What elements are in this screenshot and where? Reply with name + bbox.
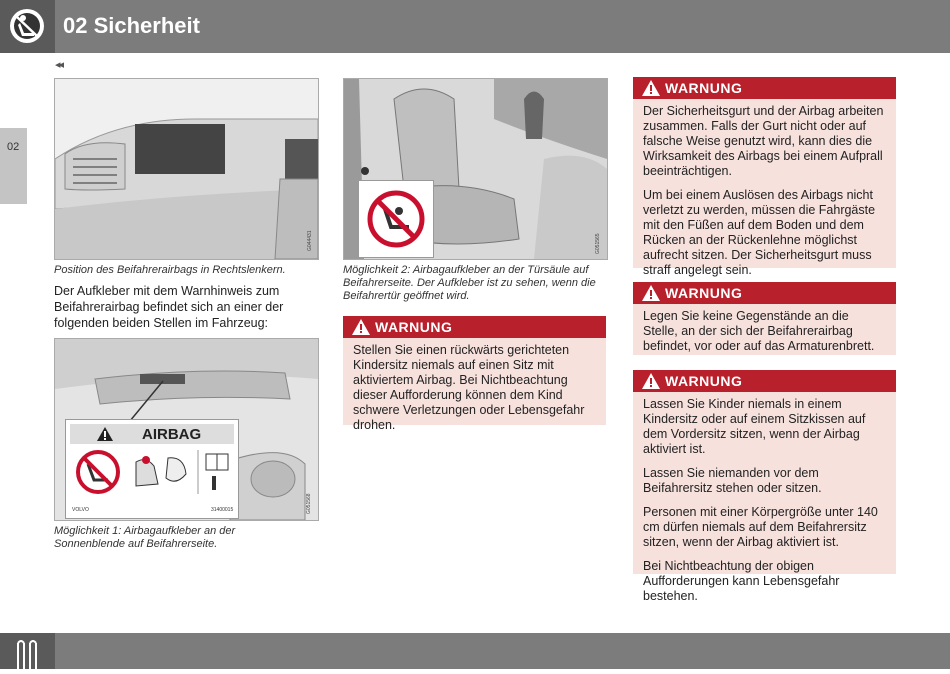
- warning-box-objects: [633, 282, 896, 355]
- warning-triangle-icon: [641, 372, 661, 393]
- door-pillar-sticker-image: [343, 78, 608, 260]
- warning-box-childseat: [343, 316, 606, 432]
- warning-triangle-icon: [641, 284, 661, 305]
- warning-text: Bei Nichtbeachtung der obigen Aufforderungen kann Lebensgefahr bestehen.: [643, 559, 840, 603]
- sticker-title: AIRBAG: [142, 426, 202, 443]
- page-header: [0, 0, 950, 53]
- warning-text: Lassen Sie niemanden vor dem Beifahrersitz stehen oder sitzen.: [643, 466, 822, 495]
- warning-text: Legen Sie keine Gegenstände an die Stelle, an der sich der Beifahrerairbag befindet, vor oder auf das Armaturenbrett.: [643, 309, 875, 353]
- page-title: 02 Sicherheit: [63, 13, 200, 38]
- warning-text: Der Sicherheitsgurt und der Airbag arbeiten zusammen. Falls der Gurt nicht oder auf falsche Weise genutzt wird, kann dies die Wirksamkeit des Airbags bei einem Aufprall beeinträchtigen.: [643, 104, 884, 178]
- warning-box-children: [633, 370, 896, 603]
- caption-sunvisor: Möglichkeit 1: Airbagaufkleber an der Sonnenblende auf Beifahrerseite.: [54, 525, 236, 550]
- caption-dashboard: Position des Beifahrerairbags in Rechtslenkern.: [54, 264, 286, 276]
- warning-text: Personen mit einer Körpergröße unter 140 cm dürfen niemals auf dem Beifahrersitz sitzen, wenn der Airbag aktiviert ist.: [643, 505, 878, 549]
- warning-header: [343, 316, 606, 338]
- warning-header: [633, 370, 896, 392]
- warning-text: Um bei einem Auslösen des Airbags nicht verletzt zu werden, müssen die Fahrgäste mit den Füßen auf dem Boden und dem Rücken an der Rückenlehne möglichst aufrecht sitzen. Der Sicherheitsgurt muss straff angelegt sein.: [643, 188, 876, 277]
- warning-label: WARNUNG: [665, 373, 743, 389]
- sunvisor-sticker-image: [54, 338, 319, 521]
- book-icon[interactable]: [0, 633, 55, 669]
- warning-label: WARNUNG: [665, 285, 743, 301]
- warning-text: Stellen Sie einen rückwärts gerichteten Kindersitz niemals auf einen Sitz mit aktiviertem Airbag. Bei Nichtbeachtung dieser Aufforderung können dem Kind schwere Verletzungen oder Lebensgefahr drohen.: [353, 343, 585, 432]
- warning-box-seatbelt: [633, 77, 896, 277]
- chapter-tab-label: 02: [7, 141, 20, 153]
- warning-text: Lassen Sie Kinder niemals in einem Kindersitz oder auf einem Sitzkissen auf dem Vordersitz sitzen, wenn der Airbag aktiviert ist.: [643, 397, 866, 456]
- chapter-tab[interactable]: [0, 128, 27, 204]
- warning-triangle-icon: [96, 426, 114, 447]
- warning-triangle-icon: [351, 318, 371, 339]
- back-link[interactable]: ◂◂: [55, 59, 63, 71]
- dashboard-airbag-image: [54, 78, 319, 260]
- page-footer: [0, 633, 950, 669]
- intro-text: Der Aufkleber mit dem Warnhinweis zum Beifahrerairbag befindet sich an einer der folgenden beiden Stellen im Fahrzeug:: [54, 284, 284, 330]
- warning-label: WARNUNG: [665, 80, 743, 96]
- airbag-warning-sticker: [65, 419, 239, 519]
- image-code: G051568: [306, 493, 312, 514]
- warning-header: [633, 282, 896, 304]
- image-code: G051565: [595, 233, 601, 254]
- seat-person-icon: [0, 0, 55, 53]
- warning-header: [633, 77, 896, 99]
- child-seat-sticker: [358, 180, 434, 258]
- warning-triangle-icon: [641, 79, 661, 100]
- image-code: G044431: [307, 230, 313, 251]
- sticker-brand: VOLVO: [72, 507, 89, 513]
- caption-door-pillar: Möglichkeit 2: Airbagaufkleber an der Türsäule auf Beifahrerseite. Der Aufkleber ist zu sehen, wenn die Beifahrertür geöffnet wird.: [343, 264, 596, 302]
- sticker-code: 31400015: [211, 507, 234, 513]
- warning-label: WARNUNG: [375, 319, 453, 335]
